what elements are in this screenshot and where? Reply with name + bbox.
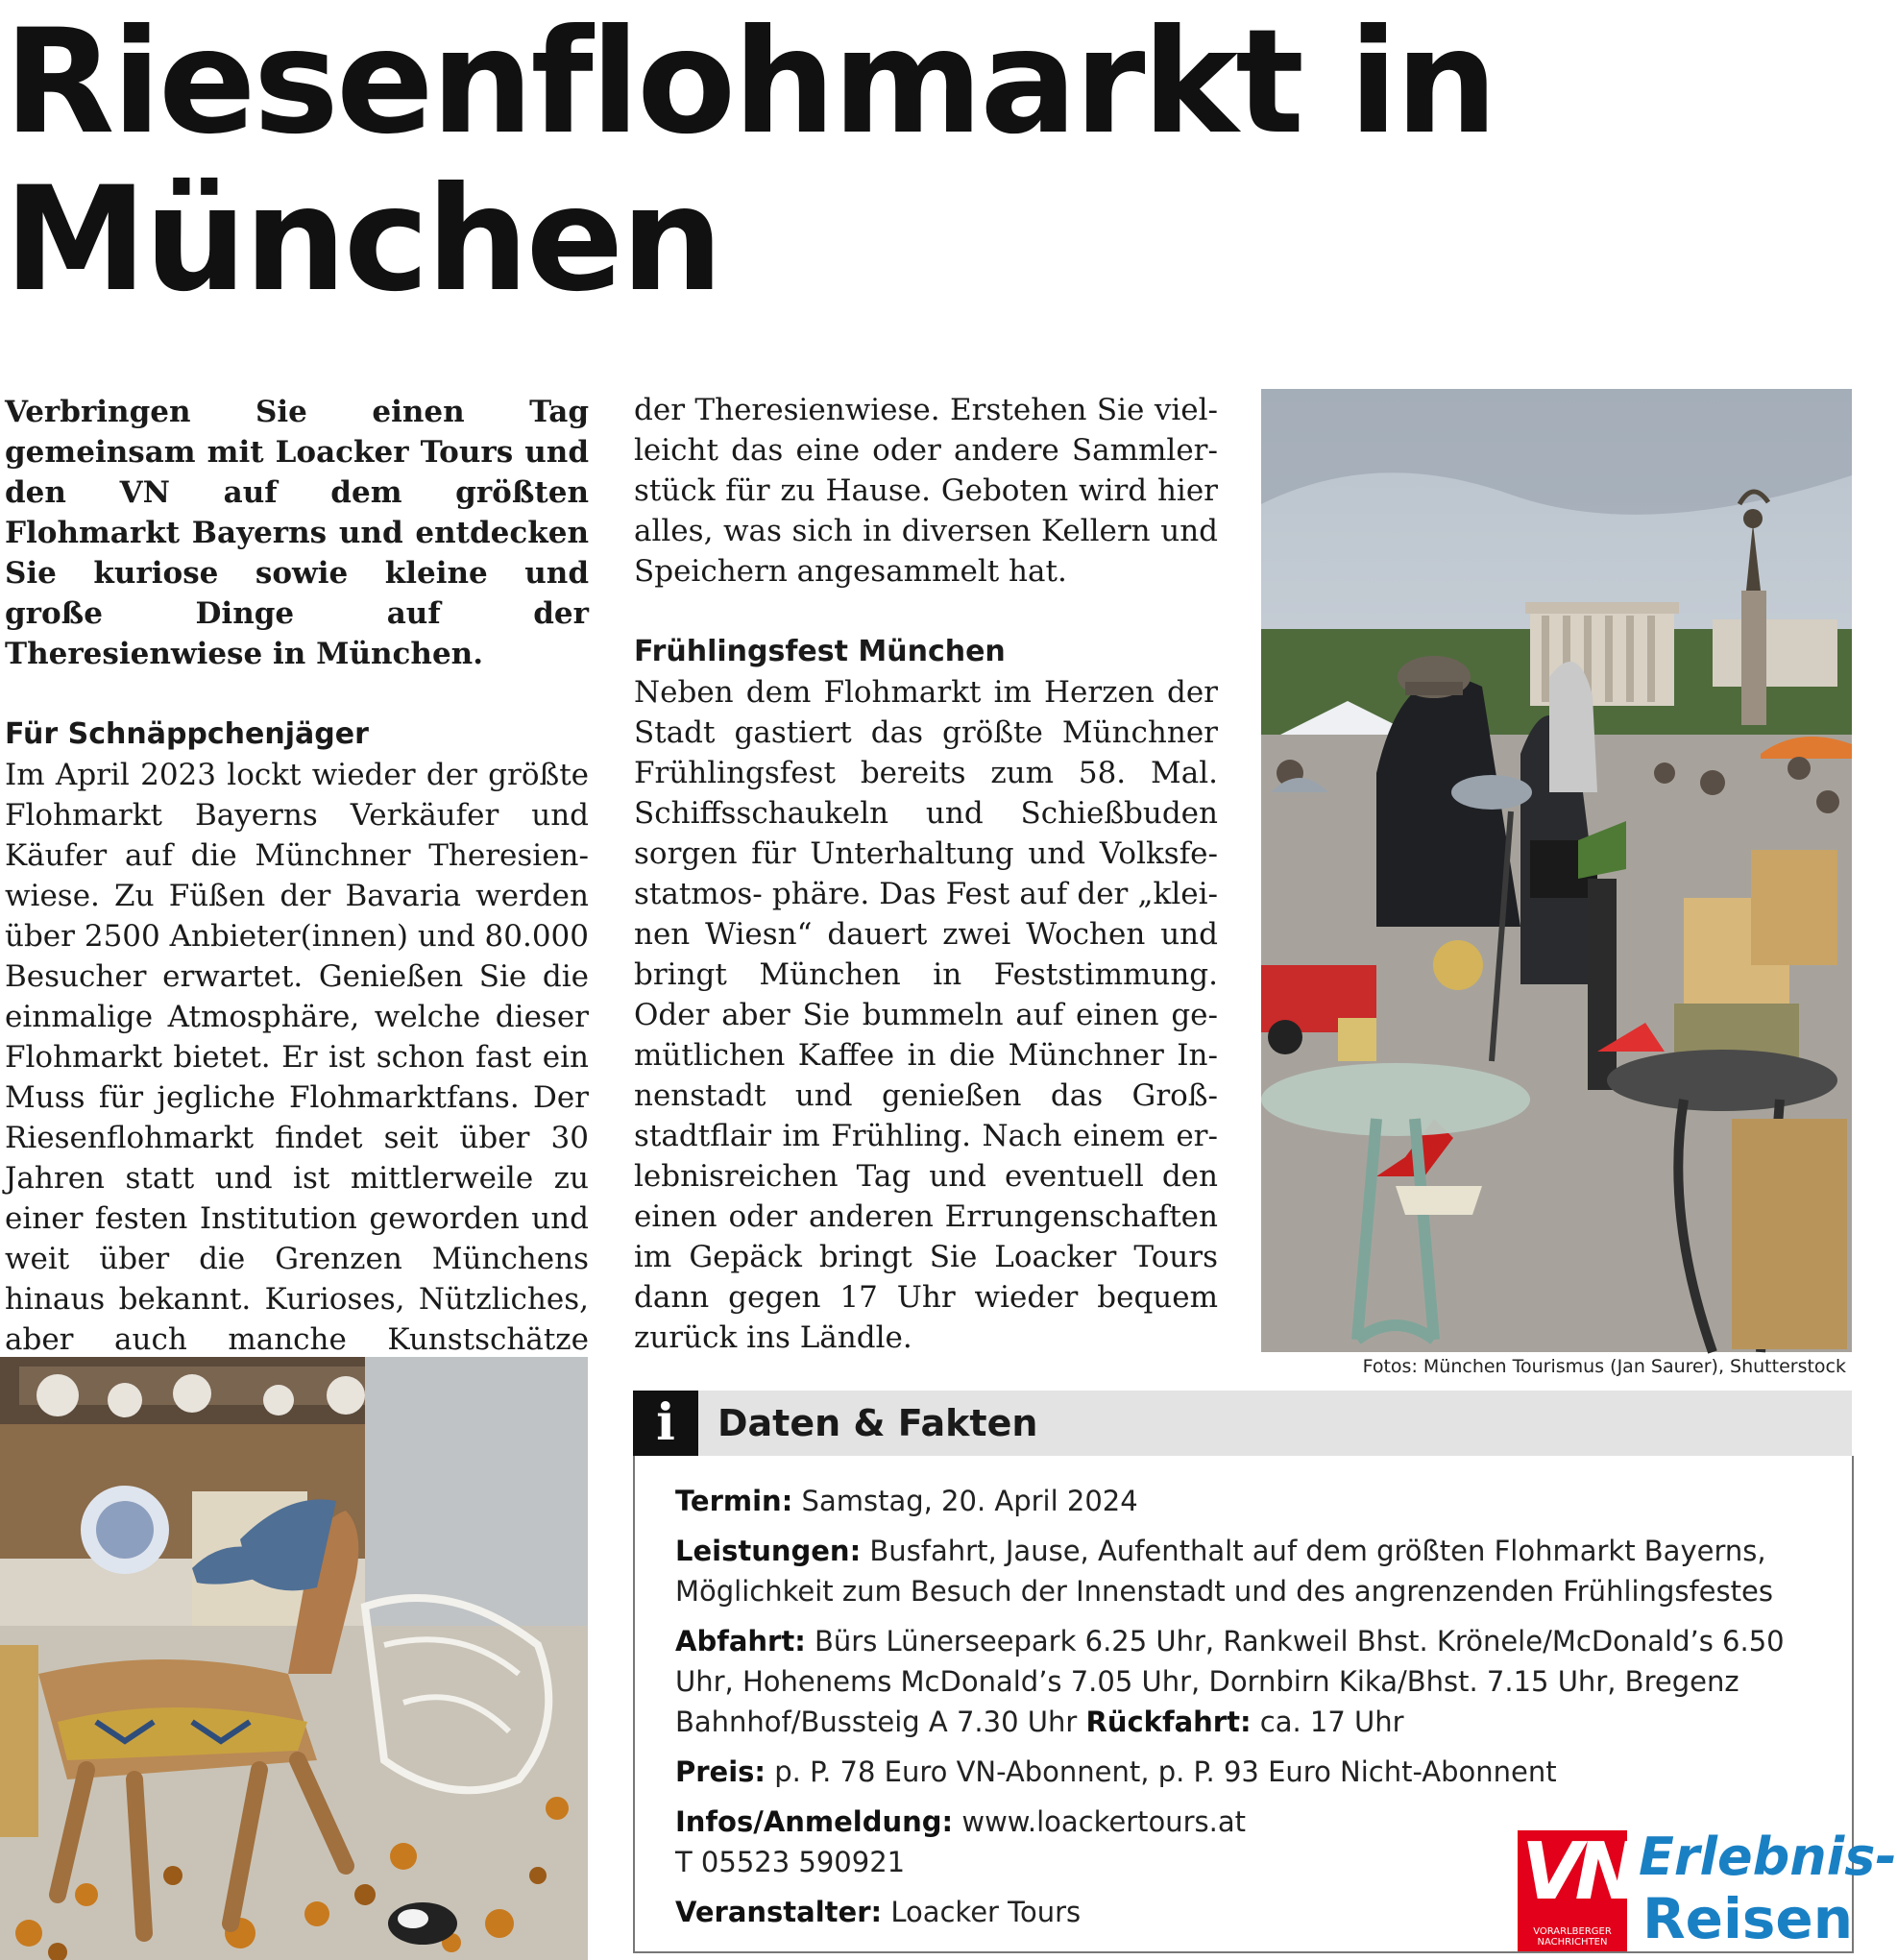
vn-logo-line1: VORARLBERGER xyxy=(1533,1926,1612,1937)
flea-market-illustration xyxy=(1261,389,1852,1352)
infos-label: Infos/Anmeldung: xyxy=(675,1805,954,1838)
carousel-horse-illustration xyxy=(0,1357,588,1960)
subhead-schnaeppchenjaeger: Für Schnäppchenjäger xyxy=(5,717,369,751)
preis-label: Preis: xyxy=(675,1755,766,1788)
facts-header xyxy=(633,1391,1852,1456)
erlebnis-wordmark: Erlebnis- xyxy=(1639,1827,1897,1887)
article-body-3: Neben dem Flohmarkt im Herzen der Stadt gastiert das größte Münchner Frühlingsfest bereits zum 58. Mal. Schiffsschaukeln und Schießbuden sorgen für Unterhaltung und Volksfestatmos- phäre. Das Fest auf der „kleinen Wiesn“ dauert zwei Wochen und bringt München in Feststimmung. Oder aber Sie bummeln auf einen gemütlichen Kaffee in die Münchner Innenstadt und genießen das Großstadtflair im Frühling. Nach einem erlebnisreichen Tag und eventuell den einen oder anderen Errungenschaften im Gepäck bringt Sie Loacker Tours dann gegen 17 Uhr wieder bequem zurück ins Ländle. xyxy=(634,675,1218,1355)
vn-logo-subtitle xyxy=(1518,1926,1627,1948)
phone-number: T 05523 590921 xyxy=(675,1846,906,1878)
preis-value: p. P. 78 Euro VN-Abonnent, p. P. 93 Euro Nicht-Abonnent xyxy=(766,1755,1557,1788)
veranstalter-label: Veranstalter: xyxy=(675,1896,883,1928)
vn-erlebnis-reisen-logo xyxy=(1518,1827,1897,1951)
abfahrt-label: Abfahrt: xyxy=(675,1625,806,1658)
veranstalter-value: Loacker Tours xyxy=(882,1896,1082,1928)
rueckfahrt-label: Rückfahrt: xyxy=(1085,1706,1252,1738)
subhead-fruehlingsfest: Frühlingsfest München xyxy=(634,635,1006,668)
photo-credit: Fotos: München Tourismus (Jan Saurer), Shutterstock xyxy=(1362,1356,1846,1377)
article-body-1: Im April 2023 lockt wieder der größte Flohmarkt Bayerns Verkäufer und Käufer auf die Münchner Theresienwiese. Zu Füßen der Bavaria werden über 2500 Anbieter(innen) und 80.000 Besucher erwartet. Genießen Sie die einmalige Atmosphäre, welche dieser Flohmarkt bietet. Er ist schon fast ein Muss für jegliche Flohmarktfans. Der Riesenflohmarkt findet seit über 30 Jahren statt und ist mittlerweile zu einer festen Institution geworden und weit über die Grenzen Münchens hinaus bekannt. Kurioses, Nützliches, aber auch manche Kunstschätze xyxy=(5,758,589,1357)
vn-logo-letters: VN xyxy=(1521,1827,1634,1918)
article-lead: Verbringen Sie einen Tag gemeinsam mit Loacker Tours und den VN auf dem größten Flohmarkt Bayerns und entdecken Sie kuriose sowie kleine und große Dinge auf der Theresienwiese in München. xyxy=(5,395,589,671)
article-headline: Riesenflohmarkt in München xyxy=(4,0,1496,324)
carousel-horse-photo xyxy=(0,1357,588,1960)
vn-logo-line2: NACHRICHTEN xyxy=(1537,1937,1608,1948)
flea-market-photo xyxy=(1261,389,1852,1352)
leistungen-label: Leistungen: xyxy=(675,1535,862,1567)
fact-leistungen xyxy=(675,1531,1837,1611)
fact-preis xyxy=(675,1752,1837,1792)
article-column-2 xyxy=(634,390,1218,1358)
website-link[interactable]: www.loackertours.at xyxy=(953,1805,1247,1838)
termin-label: Termin: xyxy=(675,1485,793,1517)
vn-logo-box xyxy=(1518,1827,1634,1951)
leistungen-value: Busfahrt, Jause, Aufenthalt auf dem größten Flohmarkt Bayerns, Möglichkeit zum Besuch der Innenstadt und des angrenzenden Frühlingsfestes xyxy=(675,1535,1773,1608)
article-column-1 xyxy=(5,392,589,1400)
article-body-2: der Theresienwiese. Erstehen Sie vielleicht das eine oder andere Sammlerstück für zu Hause. Geboten wird hier alles, was sich in diversen Kellern und Speichern angesammelt hat. xyxy=(634,393,1218,589)
termin-value: Samstag, 20. April 2024 xyxy=(792,1485,1138,1517)
reisen-wordmark: Reisen xyxy=(1642,1886,1854,1951)
info-icon: i xyxy=(633,1391,698,1456)
fact-abfahrt xyxy=(675,1621,1837,1742)
facts-title: Daten & Fakten xyxy=(717,1402,1038,1444)
abfahrt-value: Bürs Lünerseepark 6.25 Uhr, Rankweil Bhst. Krönele/McDonald’s 6.50 Uhr, Hohenems McDonald’s 7.05 Uhr, Dornbirn Kika/Bhst. 7.15 Uhr, Bregenz Bahnhof/Bussteig A 7.30 Uhr xyxy=(675,1625,1785,1738)
rueckfahrt-value: ca. 17 Uhr xyxy=(1251,1706,1404,1738)
fact-termin xyxy=(675,1481,1837,1521)
